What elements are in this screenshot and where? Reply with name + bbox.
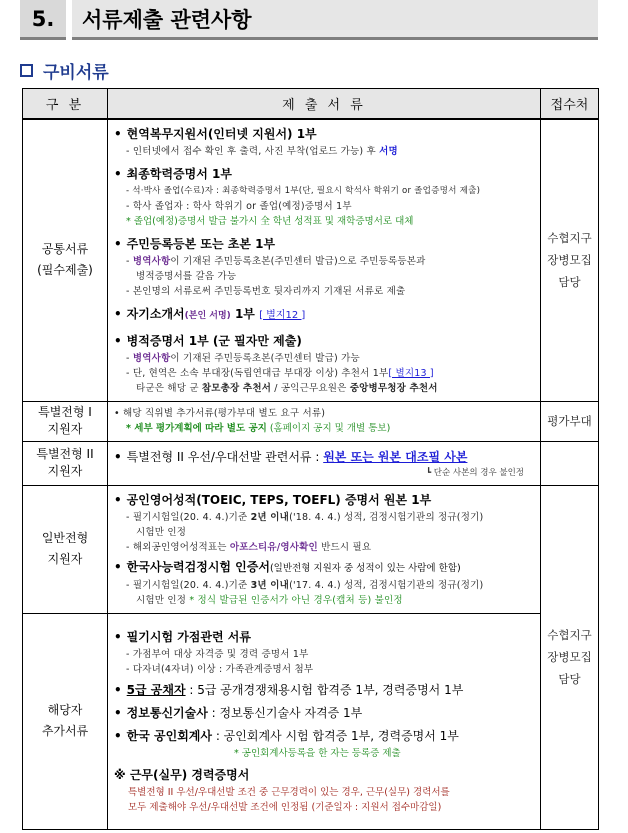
list-item: • 최종학력증명서 1부	[114, 166, 232, 181]
subheading	[20, 58, 109, 83]
header-category: 구 분	[23, 89, 108, 119]
common-documents: • 현역복무지원서(인터넷 지원서) 1부 - 인터넷에서 접수 확인 후 출력, 사진 부착(업로드 가능) 후 서명 • 최종학력증명서 1부 - 석·박사 졸업(수료)자 : 최종학력증명서 1부(단, 필요시 학석사 학위기 or 졸업증명서 제출) - 학사 졸업자 : 학사 학위기 or 졸업(예정)증명서 1부 * 졸업(예정)증명서 발급 불가시 全 학년 성적표 및 재학증명서로 대체 • 주민등록등본 또는 초본 1부 - 병역사항이 기재된 주민등록초본(주민센터 발급)으로 주민등록등본과 병적증명서를 갈음 가능 - 본인명의 서류로써 주민등록번호 뒷자리까지 기재된 서류로 제출 • 자기소개서(본인 서명) 1부 [ 별지12 ] • 병적증명서 1부 (군 필자만 제출) - 병역사항이 기재된 주민등록초본(주민센터 발급) 가능 - 단, 현역은 소속 부대장(독립연대급 부대장 이상) 추천서 1부[ 별지13 ] 타군은 해당 군 참모총장 추천서 / 공익근무요원은 중앙병무청장 추천서	[108, 119, 541, 402]
table-row	[23, 119, 599, 402]
list-item: • 한국 공인회계사 : 공인회계사 시험 합격증 1부, 경력증명서 1부	[114, 728, 459, 743]
list-item: ※ 근무(실무) 경력증명서	[114, 767, 250, 782]
table-row	[23, 613, 599, 829]
list-item: • 5급 공채자 : 5급 공개경쟁채용시험 합격증 1부, 경력증명서 1부	[114, 682, 464, 697]
table-row	[23, 401, 599, 441]
section-title: 서류제출 관련사항	[72, 0, 598, 40]
category-extra: 해당자 추가서류	[23, 613, 108, 829]
list-item: • 한국사능력검정시험 인증서(일반전형 지원자 중 성적이 있는 사람에 한함)	[114, 559, 461, 574]
table-header-row	[23, 89, 599, 119]
general-documents: • 공인영어성적(TOEIC, TEPS, TOEFL) 증명서 원본 1부 - 필기시험일(20. 4. 4.)기준 2년 이내('18. 4. 4.) 성적, 검정시험기관의 정규(정기) 시험만 인정 - 해외공인영어성적표는 아포스티유/영사확인 반드시 필요 • 한국사능력검정시험 인증서(일반전형 지원자 중 성적이 있는 사람에 한함) - 필기시험일(20. 4. 4.)기준 3년 이내('17. 4. 4.) 성적, 검정시험기관의 정규(정기) 시험만 인정 * 정식 발급된 인증서가 아닌 경우(캡처 등) 불인정	[108, 485, 541, 613]
list-item: • 주민등록등본 또는 초본 1부	[114, 236, 276, 251]
table-row	[23, 441, 599, 485]
header-documents: 제 출 서 류	[108, 89, 541, 119]
list-item: • 자기소개서(본인 서명) 1부 [ 별지12 ]	[114, 306, 306, 321]
extra-documents: • 필기시험 가점관련 서류 - 가점부여 대상 자격증 및 경력 증명서 1부 - 다자녀(4자녀) 이상 : 가족관계증명서 첨부 • 5급 공채자 : 5급 공개경쟁채용시험 합격증 1부, 경력증명서 1부 • 정보통신기술사 : 정보통신기술사 자격증 1부 • 한국 공인회계사 : 공인회계사 시험 합격증 1부, 경력증명서 1부 * 공인회계사등록을 한 자는 등록증 제출 ※ 근무(실무) 경력증명서 특별전형 II 우선/우대선발 조건 중 근무경력이 있는 경우, 근무(실무) 경력서를 모두 제출해야 우선/우대선발 조건에 인정됨 (기준일자 : 지원서 접수마감일)	[108, 613, 541, 829]
special-1-documents: • 해당 직위별 추가서류(평가부대 별도 요구 서류) * 세부 평가계획에 따라 별도 공지 (홈페이지 공지 및 개별 통보)	[108, 401, 541, 441]
subheading-text: 구비서류	[43, 63, 109, 83]
section-number: 5.	[20, 0, 66, 40]
section-header	[20, 0, 598, 40]
form-12-link[interactable]: [ 별지12 ]	[259, 309, 306, 321]
receiver-special-2-empty	[541, 441, 599, 485]
list-item: • 필기시험 가점관련 서류	[114, 629, 251, 644]
list-item: • 현역복무지원서(인터넷 지원서) 1부	[114, 126, 317, 141]
receiver-special-1: 평가부대	[541, 401, 599, 441]
form-13-link[interactable]: [ 별지13 ]	[388, 367, 434, 379]
square-bullet-icon	[20, 64, 33, 77]
category-common: 공통서류 (필수제출)	[23, 119, 108, 402]
receiver-extra: 수협지구 장병모집 담당	[541, 485, 599, 829]
list-item: • 병적증명서 1부 (군 필자만 제출)	[114, 333, 302, 348]
table-row	[23, 485, 599, 613]
documents-table	[22, 88, 599, 830]
special-2-documents: • 특별전형 II 우선/우대선발 관련서류 : 원본 또는 원본 대조필 사본 ┗ 단순 사본의 경우 불인정	[108, 441, 541, 485]
header-receiver: 접수처	[541, 89, 599, 119]
category-general: 일반전형 지원자	[23, 485, 108, 613]
category-special-2: 특별전형 II 지원자	[23, 441, 108, 485]
list-item: • 정보통신기술사 : 정보통신기술사 자격증 1부	[114, 705, 363, 720]
receiver-common: 수협지구 장병모집 담당	[541, 119, 599, 402]
category-special-1: 특별전형 I 지원자	[23, 401, 108, 441]
list-item: • 공인영어성적(TOEIC, TEPS, TOEFL) 증명서 원본 1부	[114, 492, 432, 507]
